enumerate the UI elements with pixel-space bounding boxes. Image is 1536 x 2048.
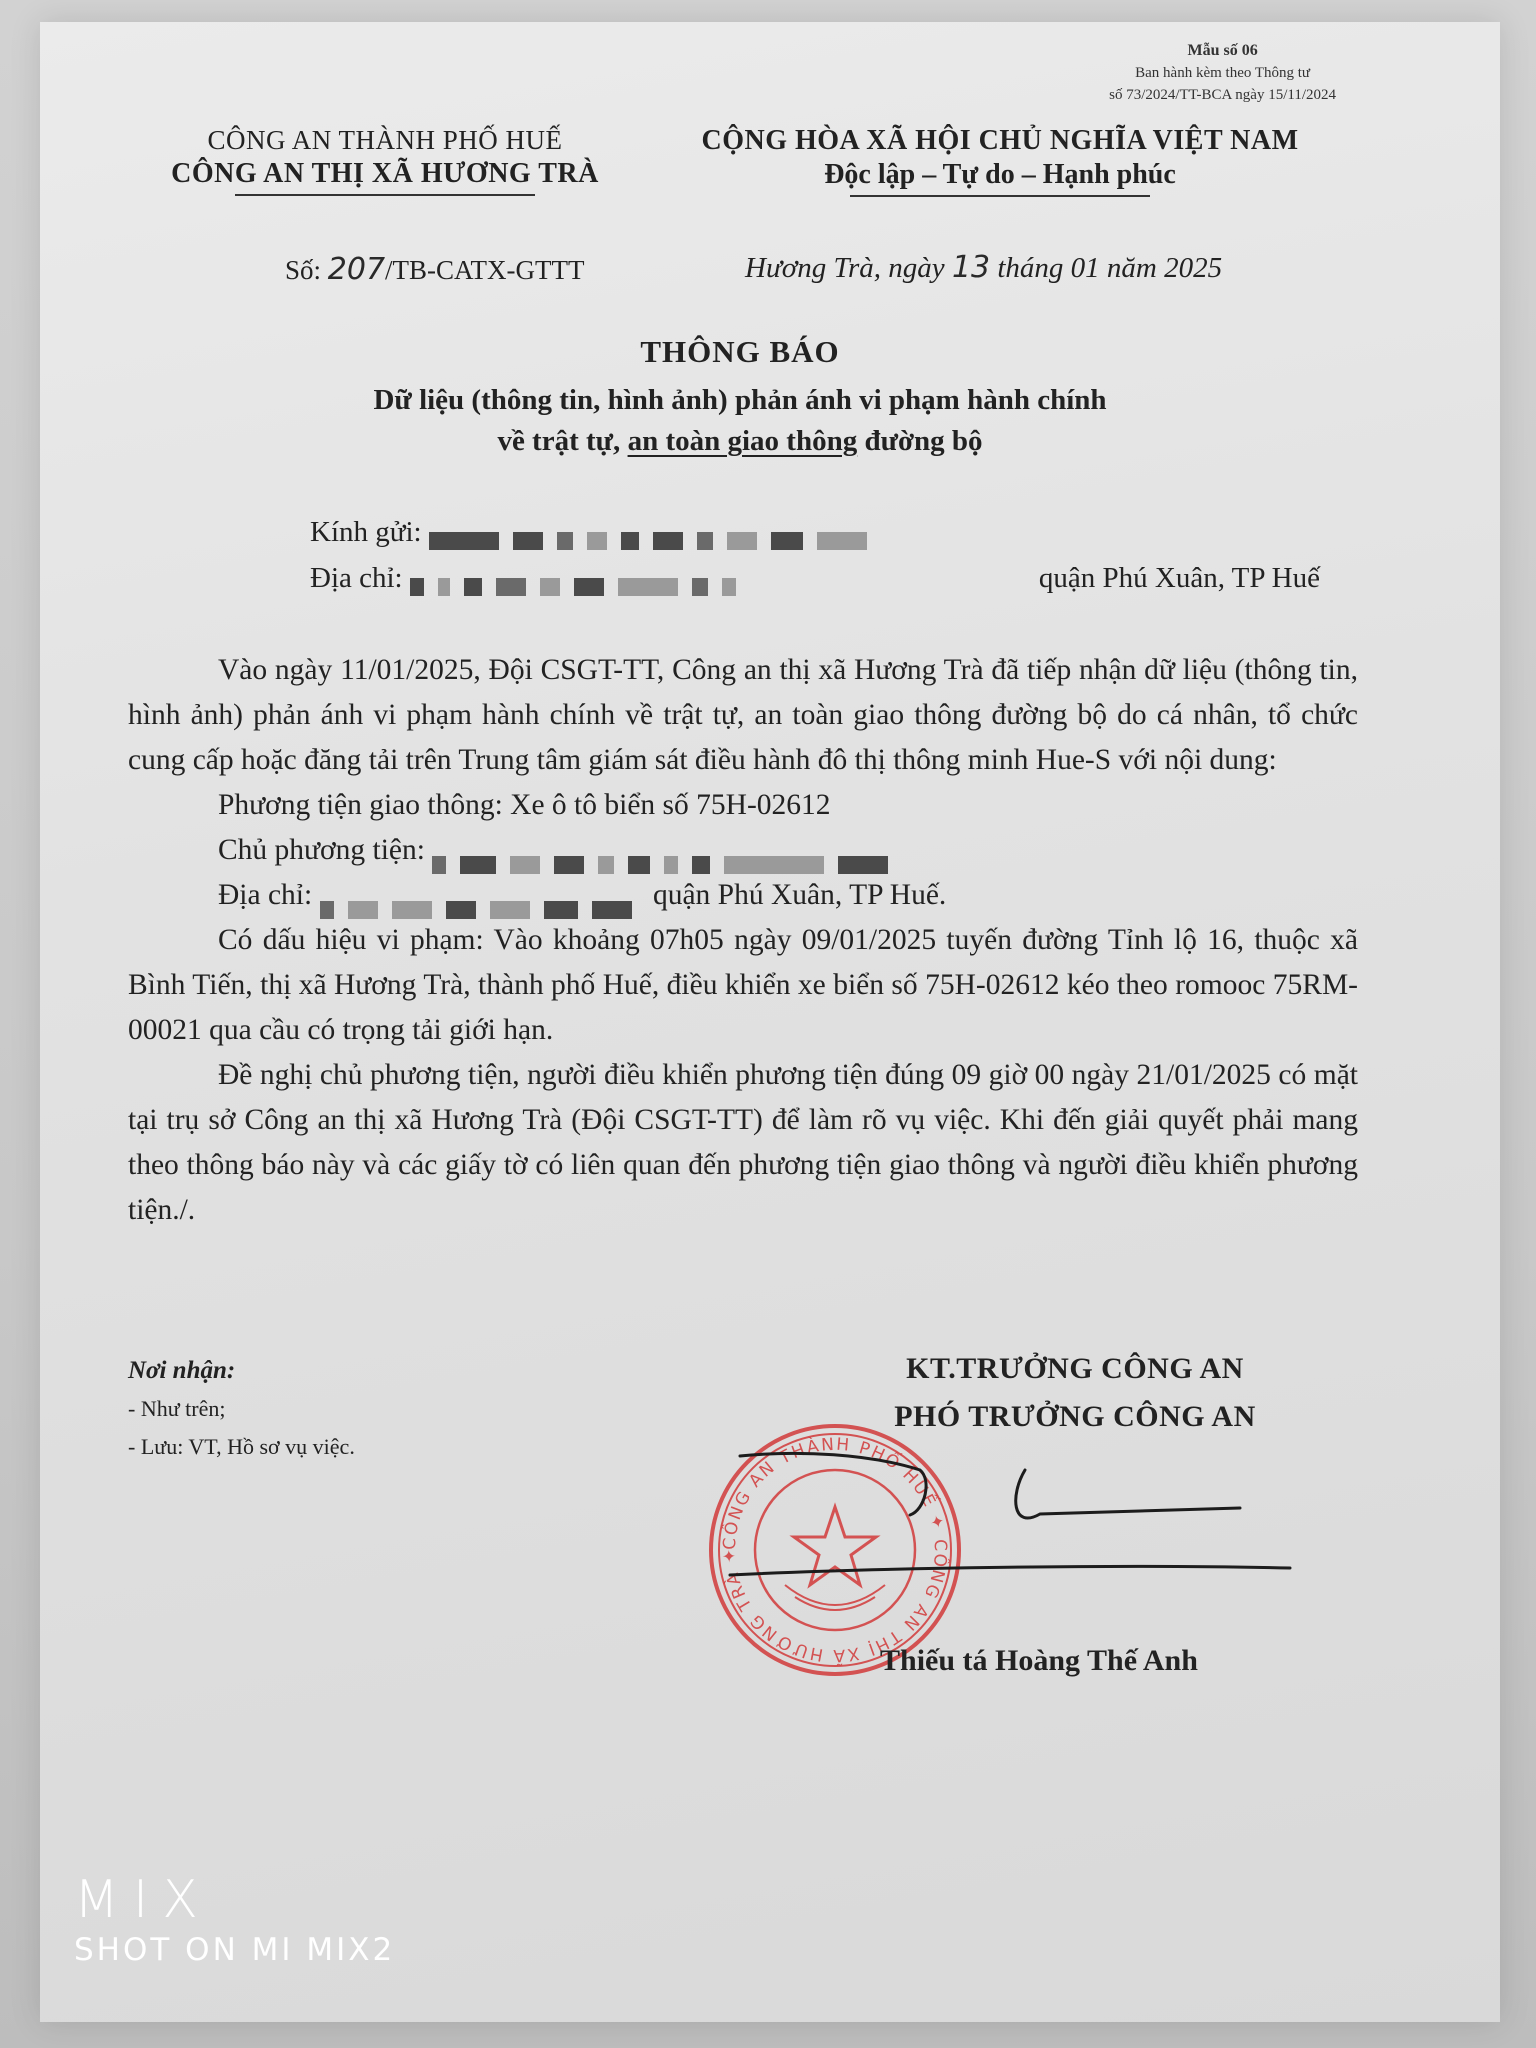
agency-name: CÔNG AN THỊ XÃ HƯƠNG TRÀ bbox=[171, 158, 599, 189]
signer-role-2: PHÓ TRƯỞNG CÔNG AN bbox=[894, 1400, 1256, 1433]
form-issued-line2: số 73/2024/TT-BCA ngày 15/11/2024 bbox=[1109, 87, 1336, 103]
motto-underline bbox=[850, 195, 1150, 197]
receivers-block bbox=[128, 1352, 355, 1466]
form-issued-line1: Ban hành kèm theo Thông tư bbox=[1135, 65, 1311, 81]
parent-agency: CÔNG AN THÀNH PHỐ HUẾ bbox=[207, 125, 563, 155]
form-code-block bbox=[1109, 40, 1336, 106]
doc-number-suffix: /TB-CATX-GTTT bbox=[385, 255, 585, 285]
recipient-address-line bbox=[310, 562, 1320, 595]
body-request: Đề nghị chủ phương tiện, người điều khiển phương tiện đúng 09 giờ 00 ngày 21/01/2025 có mặt tại trụ sở Công an thị xã Hương Trà (Đội CSGT-TT) để làm rõ vụ việc. Khi đến giải quyết phải mang theo thông báo này và các giấy tờ có liên quan đến phương tiện giao thông và người điều khiển phương tiện./. bbox=[128, 1059, 1358, 1226]
recipient-label: Kính gửi: bbox=[310, 516, 422, 548]
recipient-address-label: Địa chỉ: bbox=[310, 562, 403, 594]
handwritten-signature bbox=[720, 1440, 1300, 1670]
agency-underline bbox=[235, 194, 535, 196]
receiver-item: - Như trên; bbox=[128, 1396, 226, 1421]
camera-watermark bbox=[74, 1870, 395, 1968]
body-intro: Vào ngày 11/01/2025, Đội CSGT-TT, Công an thị xã Hương Trà đã tiếp nhận dữ liệu (thông tin, hình ảnh) phản ánh vi phạm hành chính về trật tự, an toàn giao thông đường bộ do cá nhân, tổ chức cung cấp hoặc đăng tải trên Trung tâm giám sát điều hành đô thị thông minh Hue-S với nội dung: bbox=[128, 654, 1358, 776]
redacted-owner-address bbox=[320, 888, 646, 906]
date-rest: tháng 01 năm 2025 bbox=[990, 252, 1223, 284]
national-header bbox=[650, 125, 1350, 197]
body-violation: Có dấu hiệu vi phạm: Vào khoảng 07h05 ngày 09/01/2025 tuyến đường Tỉnh lộ 16, thuộc xã Bình Tiến, thị xã Hương Trà, thành phố Huế, điều khiển xe biển số 75H-02612 kéo theo romooc 75RM-00021 qua cầu có trọng tải giới hạn. bbox=[128, 924, 1358, 1046]
nation-motto: Độc lập – Tự do – Hạnh phúc bbox=[824, 159, 1176, 190]
agency-header bbox=[120, 125, 650, 196]
date-day-handwritten: 13 bbox=[951, 250, 991, 285]
signer-role-1: KT.TRƯỞNG CÔNG AN bbox=[906, 1352, 1244, 1385]
receivers-heading: Nơi nhận: bbox=[128, 1357, 236, 1384]
owner-line bbox=[128, 828, 1358, 873]
receiver-item: - Lưu: VT, Hồ sơ vụ việc. bbox=[128, 1434, 355, 1459]
watermark-logo: MIX bbox=[74, 1870, 212, 1930]
redacted-owner-name bbox=[432, 843, 902, 861]
doc-number-handwritten: 207 bbox=[327, 252, 386, 287]
issue-date bbox=[745, 250, 1222, 285]
form-code: Mẫu số 06 bbox=[1187, 42, 1258, 59]
owner-address-label: Địa chỉ: bbox=[218, 879, 313, 911]
owner-address-line bbox=[128, 873, 1238, 918]
nation-name: CỘNG HÒA XÃ HỘI CHỦ NGHĨA VIỆT NAM bbox=[701, 125, 1299, 156]
watermark-caption: SHOT ON MI MIX2 bbox=[74, 1932, 396, 1968]
notice-title bbox=[240, 334, 1240, 458]
notice-body bbox=[128, 648, 1358, 1233]
recipient-line bbox=[310, 516, 881, 549]
doc-number-prefix: Số: bbox=[285, 255, 328, 285]
vehicle-line: Phương tiện giao thông: Xe ô tô biển số 75H-02612 bbox=[218, 789, 831, 821]
title-line2-b: an toàn giao thông bbox=[627, 425, 858, 457]
recipient-address-tail: quận Phú Xuân, TP Huế bbox=[1038, 562, 1320, 594]
title-line2-a: về trật tự, bbox=[497, 425, 628, 457]
owner-label: Chủ phương tiện: bbox=[218, 834, 425, 866]
document-number bbox=[285, 252, 585, 287]
title-line1: Dữ liệu (thông tin, hình ảnh) phản ánh vi phạm hành chính bbox=[373, 384, 1107, 416]
signer-name: Thiếu tá Hoàng Thế Anh bbox=[880, 1644, 1198, 1677]
stamp-text: CÔNG AN THÀNH PHỐ HUẾ ✦ CÔNG AN THỊ XÃ HƯƠNG TRÀ ✦ bbox=[719, 1434, 951, 1666]
date-prefix: Hương Trà, ngày bbox=[745, 252, 952, 284]
title-line2 bbox=[240, 425, 1240, 458]
redacted-recipient-name bbox=[429, 525, 881, 543]
owner-address-tail: quận Phú Xuân, TP Huế. bbox=[652, 879, 947, 911]
redacted-recipient-address bbox=[410, 571, 960, 589]
title-main: THÔNG BÁO bbox=[640, 334, 840, 369]
title-line2-c: đường bộ bbox=[857, 425, 983, 457]
